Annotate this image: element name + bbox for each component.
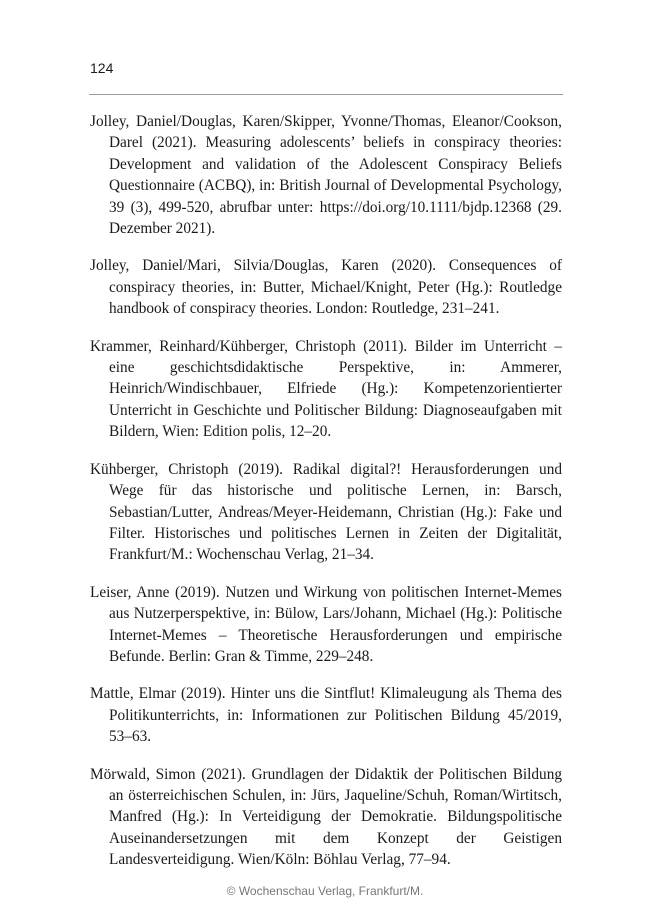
reference-entry: Jolley, Daniel/Mari, Silvia/Douglas, Karen (2020). Consequences of conspiracy theories, in: Butter, Michael/Knight, Peter (Hg.): Routledge handbook of conspiracy theories. London: Routledge, 231–241. [90,257,562,318]
reference-list [90,111,562,887]
reference-entry: Krammer, Reinhard/Kühberger, Christoph (2011). Bilder im Unterricht – eine geschichtsdidaktische Perspektive, in: Ammerer, Heinrich/Windischbauer, Elfriede (Hg.): Kompetenzorientierter Unterricht in Geschichte und Politischer Bildung: Diagnoseaufgaben mit Bildern, Wien: Edition polis, 12–20. [90,337,562,441]
reference-entry: Mattle, Elmar (2019). Hinter uns die Sintflut! Klimaleugung als Thema des Politikunterrichts, in: Informationen zur Politischen Bildung 45/2019, 53–63. [90,685,562,746]
reference-entry: Kühberger, Christoph (2019). Radikal digital?! Herausforderungen und Wege für das historische und politische Lernen, in: Barsch, Sebastian/Lutter, Andreas/Meyer-Heidemann, Christian (Hg.): Fake und Filter. Historisches und politisches Lernen in Zeiten der Digitalität, Frankfurt/M.: Wochenschau Verlag, 21–34. [90,460,562,564]
header-divider [89,94,563,95]
reference-entry: Mörwald, Simon (2021). Grundlagen der Didaktik der Politischen Bildung an österreichischen Schulen, in: Jürs, Jaqueline/Schuh, Roman/Wirtitsch, Manfred (Hg.): In Verteidigung der Demokratie. Bildungspolitische Auseinandersetzungen mit dem Konzept der Geistigen Landesverteidigung. Wien/Köln: Böhlau Verlag, 77–94. [90,765,562,869]
page-number: 124 [90,60,114,76]
reference-entry: Jolley, Daniel/Douglas, Karen/Skipper, Yvonne/Thomas, Eleanor/Cookson, Darel (2021). Measuring adolescents’ beliefs in conspiracy theories: Development and validation of the Adolescent Conspiracy Beliefs Questionnaire (ACBQ), in: British Journal of Developmental Psychology, 39 (3), 499-520, abrufbar unter: https://doi.org/10.1111/bjdp.12368 (29. Dezember 2021). [90,113,562,238]
copyright-footer: © Wochenschau Verlag, Frankfurt/M. [226,884,424,898]
reference-entry: Leiser, Anne (2019). Nutzen und Wirkung von politischen Internet-Memes aus Nutzerperspektive, in: Bülow, Lars/Johann, Michael (Hg.): Politische Internet-Memes – Theoretische Herausforderungen und empirische Befunde. Berlin: Gran & Timme, 229–248. [90,583,562,665]
